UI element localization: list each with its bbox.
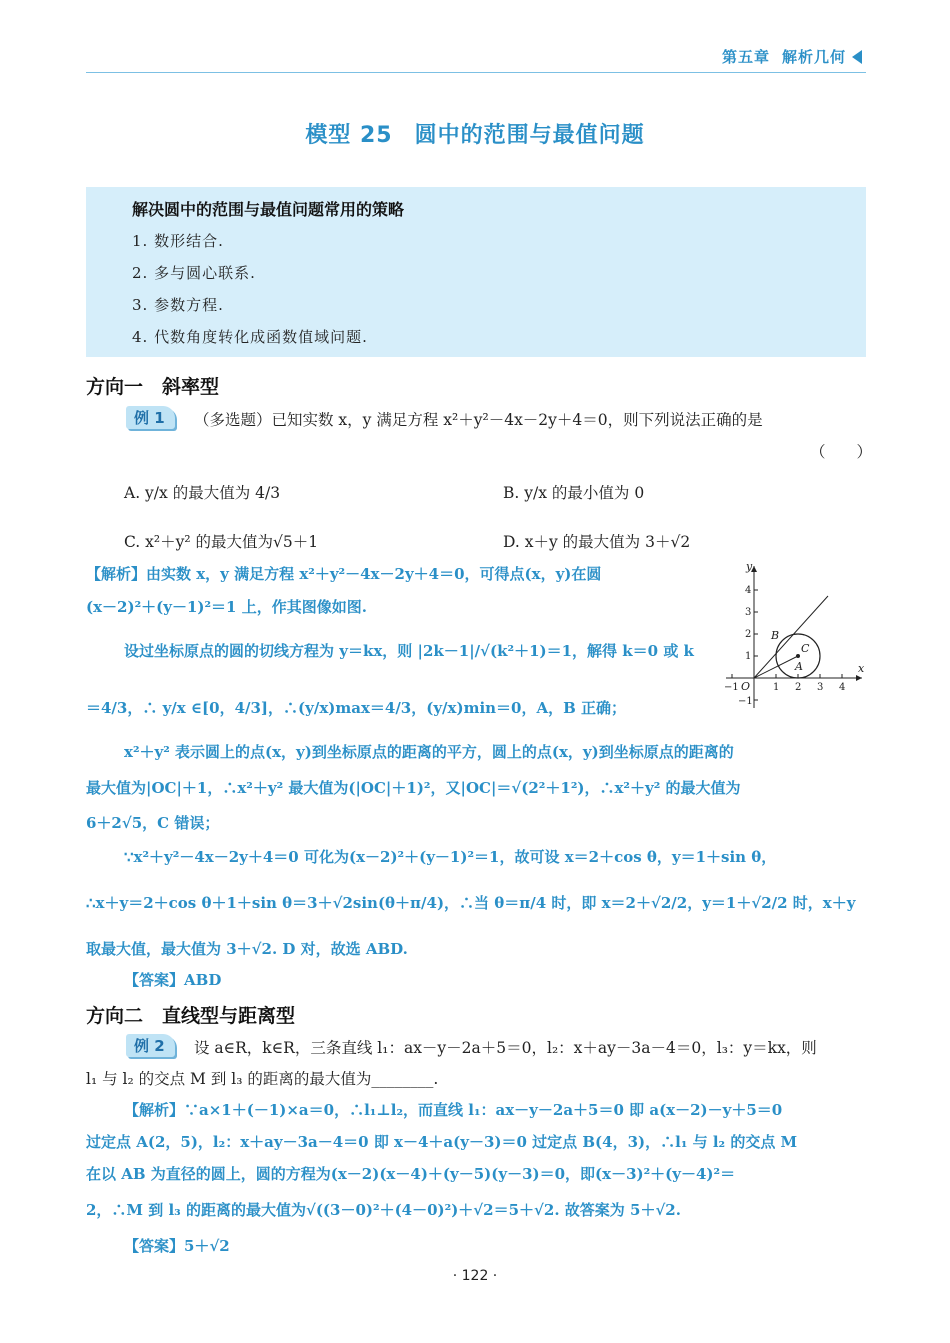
- option-c: C. x²＋y² 的最大值为√5＋1: [124, 533, 319, 551]
- point-b-label: B: [771, 629, 780, 642]
- point-c-label: C: [801, 642, 810, 655]
- strategy-box: [86, 187, 866, 357]
- page-number: · 122 ·: [452, 1268, 498, 1284]
- solution-line: 最大值为|OC|＋1，∴x²＋y² 最大值为(|OC|＋1)²，又|OC|＝√(2²＋1²)，∴x²＋y² 的最大值为: [86, 779, 741, 797]
- solution-line: x²＋y² 表示圆上的点(x，y)到坐标原点的距离的平方，圆上的点(x，y)到坐标原点的距离的: [124, 743, 734, 761]
- y-tick-label: 1: [745, 651, 752, 662]
- example-stem: 设 a∈R，k∈R，三条直线 l₁：ax－y－2a＋5＝0，l₂：x＋ay－3a－4＝0，l₃：y＝kx，则: [194, 1039, 817, 1057]
- solution-line: 2，∴M 到 l₃ 的距离的最大值为√((3－0)²＋(4－0)²)＋√2＝5＋√2. 故答案为 5＋√2.: [86, 1201, 681, 1219]
- y-tick-label: 4: [745, 585, 752, 596]
- running-header: [722, 46, 862, 67]
- option-d: D. x＋y 的最大值为 3＋√2: [503, 533, 691, 551]
- solution-line: ∵x²＋y²－4x－2y＋4＝0 可化为(x－2)²＋(y－1)²＝1，故可设 x＝2＋cos θ，y＝1＋sin θ，: [124, 848, 777, 866]
- x-axis-label: x: [858, 662, 865, 675]
- y-axis-label: y: [746, 560, 753, 573]
- y-tick-label: −1: [738, 696, 753, 707]
- y-tick-label: 2: [745, 629, 752, 640]
- x-tick-label: −1: [724, 682, 739, 693]
- solution-line: 在以 AB 为直径的圆上，圆的方程为(x－2)(x－4)＋(y－5)(y－3)＝0，即(x－3)²＋(y－4)²＝: [86, 1165, 736, 1183]
- example-stem: l₁ 与 l₂ 的交点 M 到 l₃ 的距离的最大值为________.: [86, 1070, 439, 1088]
- tangent-line: [754, 596, 828, 678]
- answer-line: 【答案】5＋√2: [124, 1237, 230, 1255]
- strategy-item: 3. 参数方程.: [132, 296, 224, 314]
- x-tick-label: 2: [795, 682, 802, 693]
- page-title: [0, 118, 950, 149]
- answer-parentheses: （ ）: [810, 443, 873, 461]
- example-stem: （多选题）已知实数 x，y 满足方程 x²＋y²－4x－2y＋4＝0，则下列说法正确的是: [194, 411, 763, 429]
- direction-heading: 方向二 直线型与距离型: [86, 1005, 296, 1027]
- option-b: B. y/x 的最小值为 0: [503, 484, 645, 502]
- model-title: 圆中的范围与最值问题: [414, 123, 645, 148]
- strategy-item: 4. 代数角度转化成函数值域问题.: [132, 328, 368, 346]
- header-divider: [86, 72, 866, 73]
- y-tick-label: 3: [745, 607, 752, 618]
- solution-line: 设过坐标原点的圆的切线方程为 y＝kx，则 |2k－1|/√(k²＋1)＝1，解得 k＝0 或 k: [124, 642, 694, 660]
- solution-line: ＝4/3，∴ y/x ∈[0，4/3]，∴(y/x)max＝4/3，(y/x)min＝0，A，B 正确；: [86, 699, 627, 717]
- point-a-label: A: [795, 660, 803, 673]
- strategy-item: 1. 数形结合.: [132, 232, 224, 250]
- option-a: A. y/x 的最大值为 4/3: [124, 484, 281, 502]
- x-tick-label: 3: [817, 682, 824, 693]
- x-tick-label: 1: [773, 682, 780, 693]
- solution-line: 6＋2√5，C 错误；: [86, 814, 220, 832]
- example-tag: 例 1: [126, 406, 175, 429]
- direction-heading: 方向一 斜率型: [86, 376, 220, 398]
- strategy-item: 2. 多与圆心联系.: [132, 264, 256, 282]
- circle-figure: [716, 560, 866, 710]
- strategy-title: 解决圆中的范围与最值问题常用的策略: [132, 200, 405, 219]
- center-point: [796, 654, 800, 658]
- answer-line: 【答案】ABD: [124, 971, 222, 989]
- section-label: 解析几何: [781, 48, 846, 66]
- solution-line: 过定点 A(2，5)，l₂：x＋ay－3a－4＝0 即 x－4＋a(y－3)＝0 过定点 B(4，3)，∴l₁ 与 l₂ 的交点 M: [86, 1133, 798, 1151]
- origin-label: O: [741, 680, 751, 693]
- solution-line: 【解析】由实数 x，y 满足方程 x²＋y²－4x－2y＋4＝0，可得点(x，y)在圆: [86, 565, 602, 583]
- model-number: 模型 25: [305, 123, 393, 148]
- solution-line: ∴x＋y＝2＋cos θ＋1＋sin θ＝3＋√2sin(θ＋π/4)，∴当 θ＝π/4 时，即 x＝2＋√2/2，y＝1＋√2/2 时，x＋y: [86, 894, 856, 912]
- example-tag: 例 2: [126, 1034, 175, 1057]
- solution-line: (x－2)²＋(y－1)²＝1 上，作其图像如图.: [86, 598, 367, 616]
- solution-line: 取最大值，最大值为 3＋√2. D 对，故选 ABD.: [86, 940, 408, 958]
- x-tick-label: 4: [839, 682, 846, 693]
- solution-line: 【解析】∵a×1＋(－1)×a＝0，∴l₁⊥l₂，而直线 l₁：ax－y－2a＋5＝0 即 a(x－2)－y＋5＝0: [124, 1101, 783, 1119]
- chapter-label: 第五章: [721, 48, 770, 66]
- x-axis-arrow-icon: [856, 675, 862, 681]
- triangle-left-icon: [852, 50, 862, 64]
